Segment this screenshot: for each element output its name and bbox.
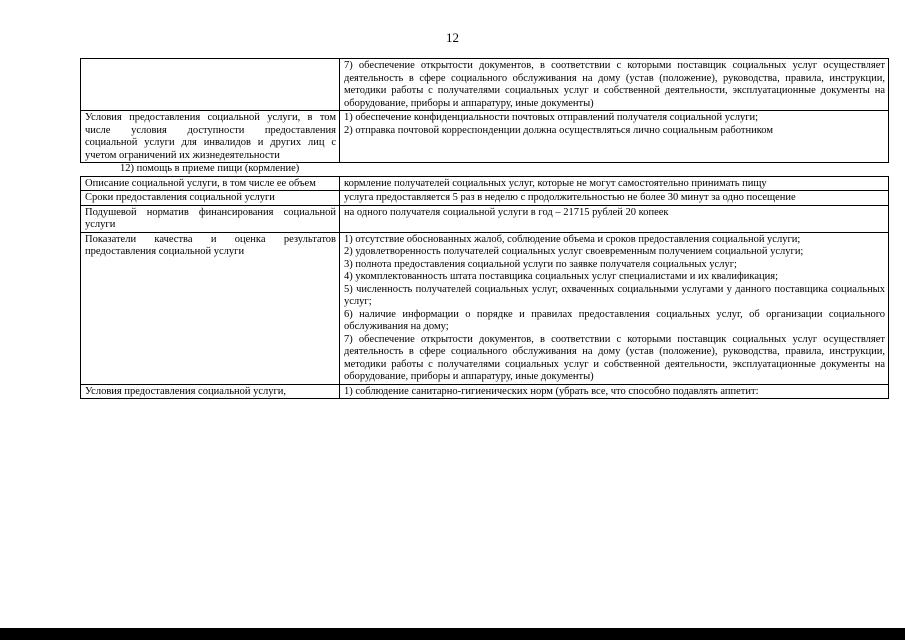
table-cell-value — [340, 232, 889, 384]
list-item: 3) полнота предоставления социальной услуги по заявке получателя социальных услуг; — [344, 258, 737, 270]
list-item: 2) отправка почтовой корреспонденции должна осуществляться лично социальным работником — [344, 124, 773, 136]
table-cell-label: Показатели качества и оценка результатов предоставления социальной услуги — [81, 232, 340, 384]
table-row — [81, 59, 889, 111]
table-cell-value: 1) соблюдение санитарно-гигиенических норм (убрать все, что способно подавлять аппетит: — [340, 384, 889, 399]
table-row — [81, 384, 889, 399]
table-cell-label: Описание социальной услуги, в том числе ее объем — [81, 176, 340, 191]
section-heading: 12) помощь в приеме пищи (кормление) — [120, 163, 300, 174]
table-row — [81, 176, 889, 191]
table-cell-label: Условия предоставления социальной услуги, — [81, 384, 340, 399]
scan-bottom-edge — [0, 628, 905, 640]
document-body — [80, 58, 886, 399]
table-cell-value: на одного получателя социальной услуги в год – 21715 рублей 20 копеек — [340, 205, 889, 232]
table-cell-value: услуга предоставляется 5 раз в неделю с продолжительностью не более 30 минут за одно посещение — [340, 191, 889, 206]
table-cell-value — [340, 111, 889, 163]
table-row — [81, 111, 889, 163]
list-item: 2) удовлетворенность получателей социальных услуг своевременным получением социальной услуги; — [344, 246, 804, 257]
list-item: 6) наличие информации о порядке и правилах предоставления социальных услуг, об организации социального обслуживания на дому; — [344, 308, 885, 332]
services-table-main — [80, 176, 889, 400]
list-item: 5) численность получателей социальных услуг, охваченных социальными услугами у данного поставщика социальных услуг; — [344, 283, 885, 307]
list-item: 1) обеспечение конфиденциальности почтовых отправлений получателя социальной услуги; — [344, 112, 759, 123]
table-cell-label — [81, 59, 340, 111]
table-cell-label: Подушевой норматив финансирования социальной услуги — [81, 205, 340, 232]
list-item: 1) отсутствие обоснованных жалоб, соблюдение объема и сроков предоставления социальной услуги; — [344, 233, 801, 245]
list-item: 7) обеспечение открытости документов, в соответствии с которыми поставщик социальных услуг осуществляет деятельность в сфере социального обслуживания на дому (устав (положение), руководства, правила, инструкции, методики работы с получателями социальных услуг и собственной деятельности, эксплуатационные документы на оборудование, приборы и аппаратуру, иные документы) — [344, 333, 885, 382]
table-cell-label: Сроки предоставления социальной услуги — [81, 191, 340, 206]
table-cell-value: кормление получателей социальных услуг, которые не могут самостоятельно принимать пищу — [340, 176, 889, 191]
table-row — [81, 232, 889, 384]
list-item: 4) укомплектованность штата поставщика социальных услуг специалистами и их квалификация; — [344, 271, 779, 282]
table-cell-value: 7) обеспечение открытости документов, в соответствии с которыми поставщик социальных услуг осуществляет деятельность в сфере социального обслуживания на дому (устав (положение), руководства, правила, инструкции, методики работы с получателями социальных услуг и собственной деятельности, эксплуатационные документы на оборудование, приборы и аппаратуру, иные документы) — [340, 59, 889, 111]
table-row — [81, 191, 889, 206]
table-cell-label: Условия предоставления социальной услуги, в том числе условия доступности предоставления социальной услуги для инвалидов и других лиц с учетом ограничений их жизнедеятельности — [81, 111, 340, 163]
page-number: 12 — [446, 30, 459, 45]
table-row — [81, 205, 889, 232]
services-table-top — [80, 58, 889, 163]
